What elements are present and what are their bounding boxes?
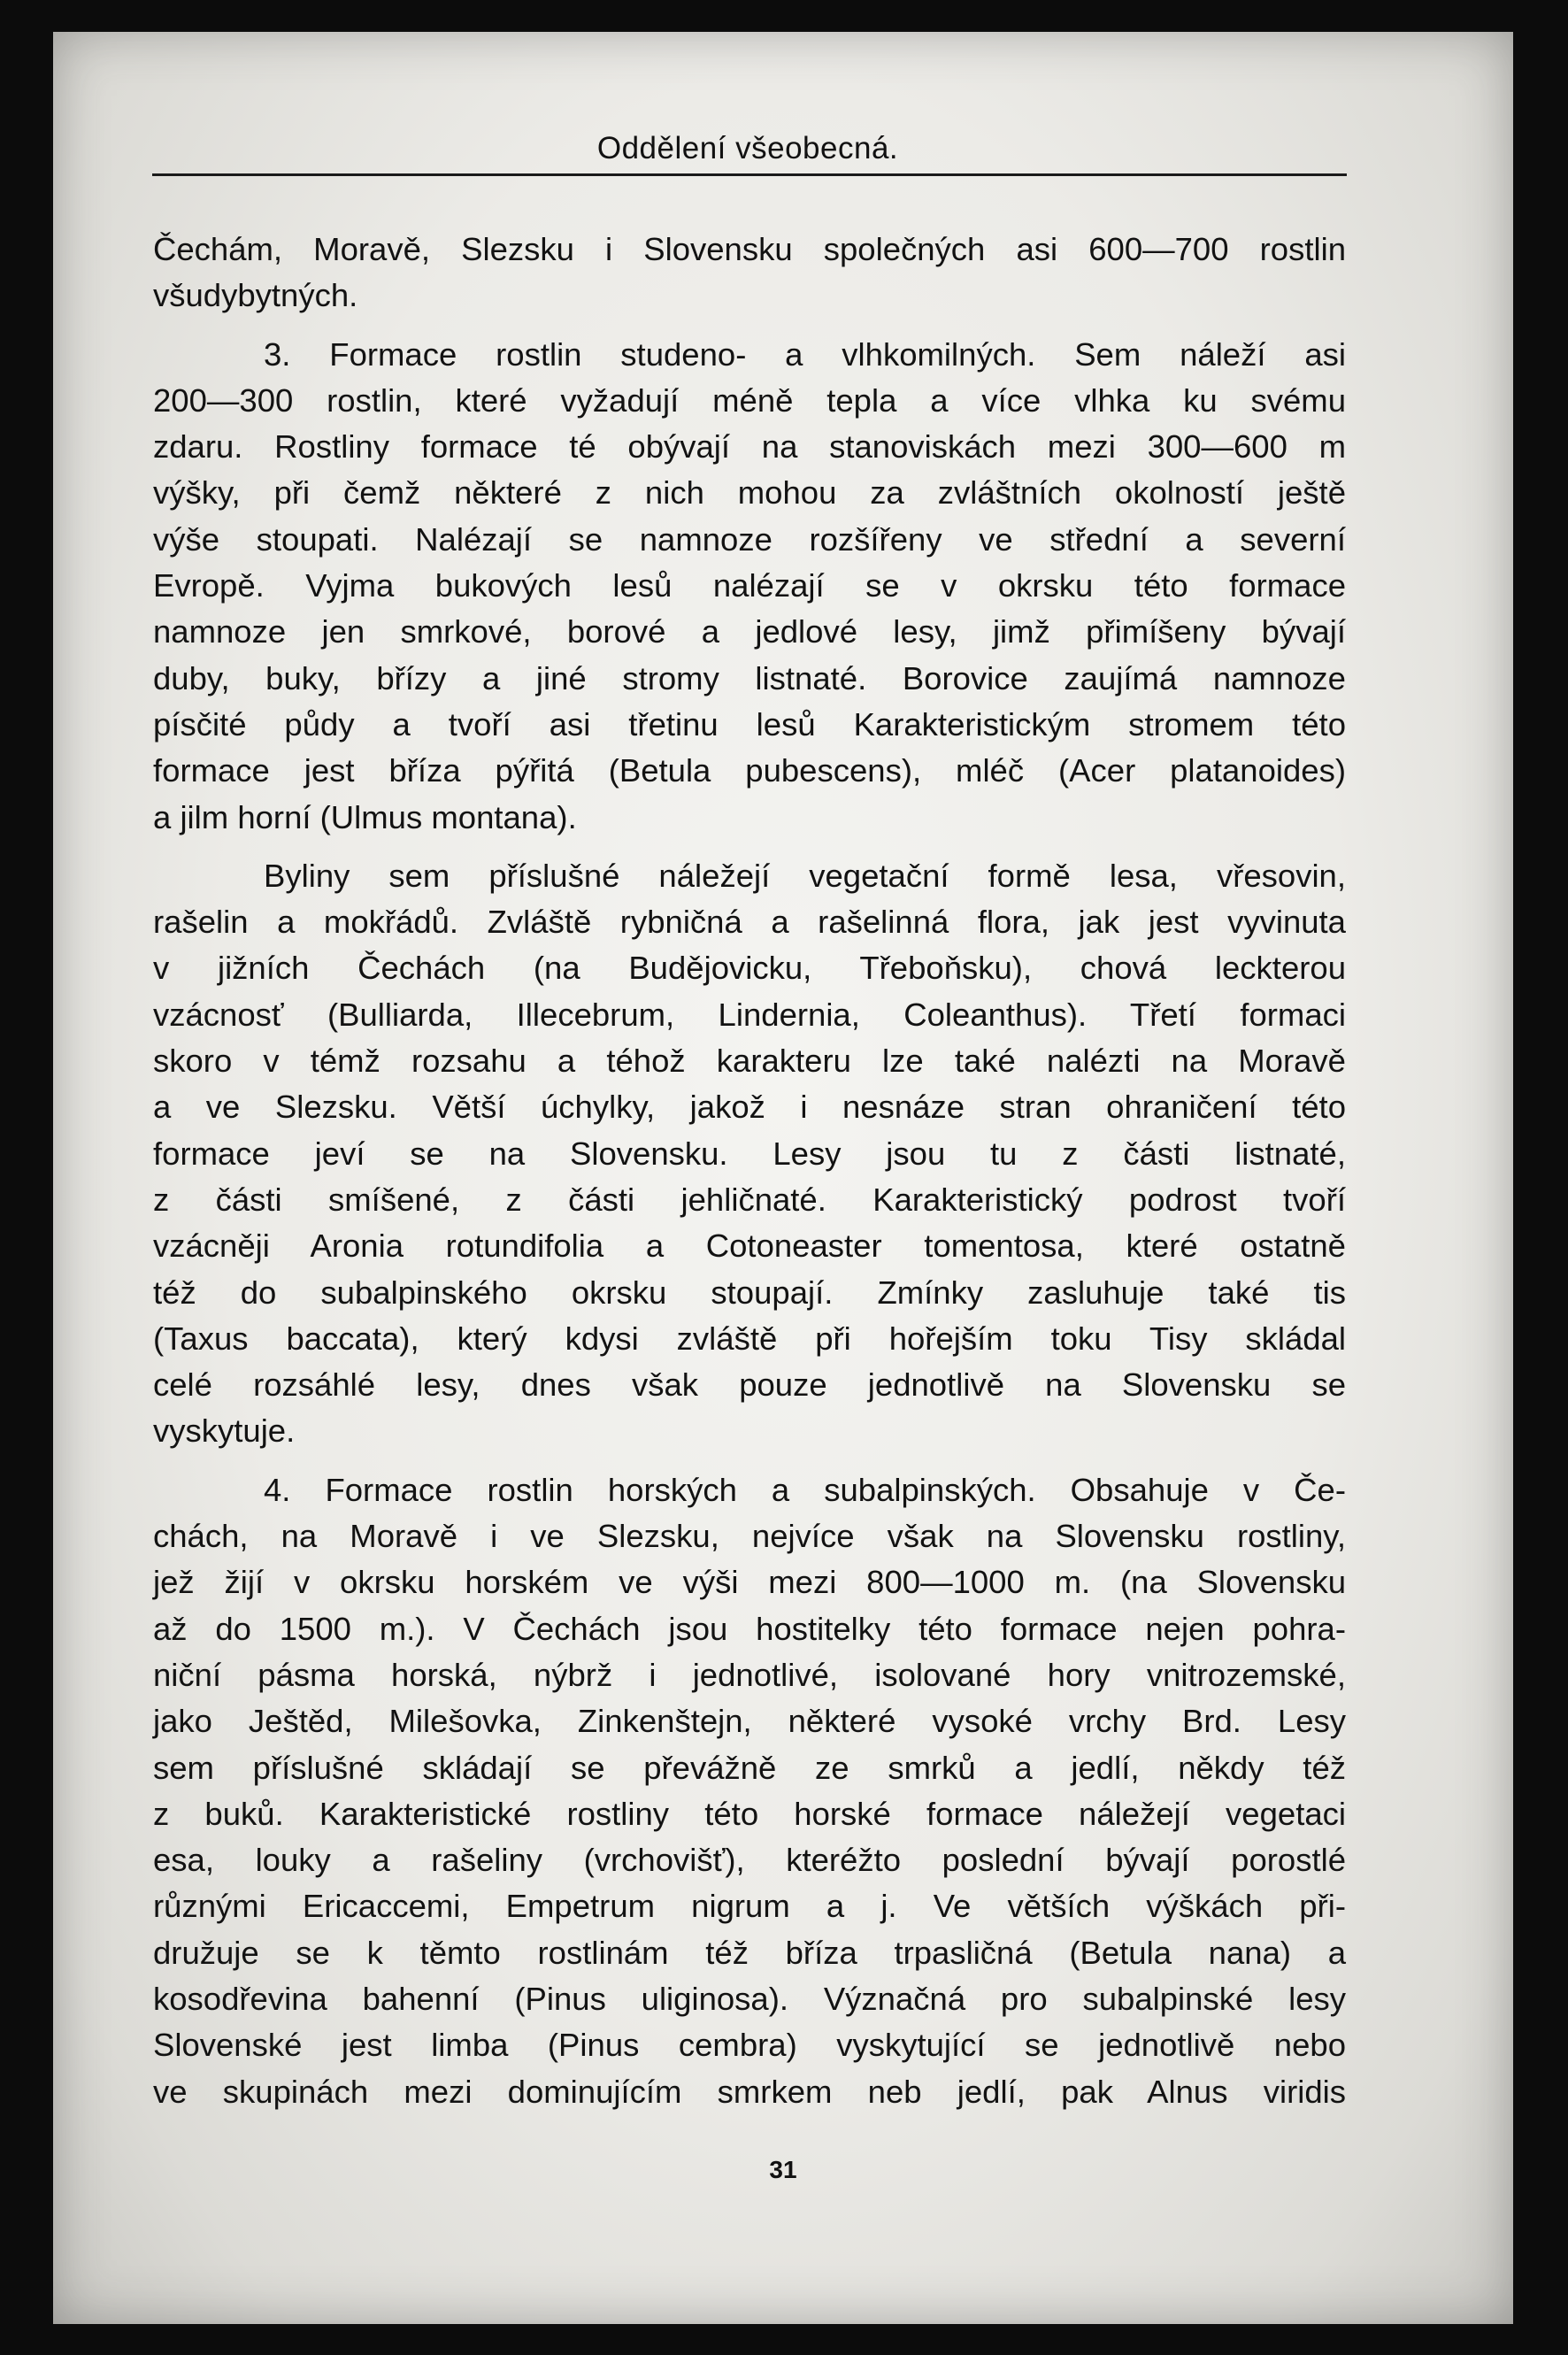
- text-line: vyskytuje.: [153, 1412, 296, 1450]
- running-header: Oddělení všeobecná.: [596, 131, 899, 165]
- text-line: výšky, při čemž některé z nich mohou za zvláštních okolností ještě: [153, 474, 1346, 512]
- text-line: (Taxus baccata), který kdysi zvláště při hořejším toku Tisy skládal: [153, 1320, 1346, 1357]
- text-line: 3. Formace rostlin studeno- a vlhkomilných. Sem náleží asi: [264, 335, 1346, 373]
- text-line: jež žijí v okrsku horském ve výši mezi 800—1000 m. (na Slovensku: [153, 1564, 1346, 1601]
- text-line: až do 1500 m.). V Čechách jsou hostitelky této formace nejen pohra-: [153, 1610, 1346, 1647]
- text-line: formace jeví se na Slovensku. Lesy jsou tu z části listnaté,: [153, 1135, 1346, 1172]
- text-line: esa, louky a rašeliny (vrchovišť), kteréžto poslední bývají porostlé: [153, 1842, 1346, 1879]
- header-rule: [152, 173, 1347, 176]
- text-line: různými Ericaccemi, Empetrum nigrum a j. Ve větších výškách při-: [153, 1888, 1346, 1925]
- text-line: Slovenské jest limba (Pinus cembra) vyskytující se jednotlivě nebo: [153, 2027, 1346, 2064]
- text-line: písčité půdy a tvoří asi třetinu lesů Karakteristickým stromem této: [153, 705, 1346, 743]
- text-line: 4. Formace rostlin horských a subalpinských. Obsahuje v Če-: [264, 1471, 1346, 1508]
- text-line: Byliny sem příslušné náležejí vegetační formě lesa, vřesovin,: [264, 857, 1346, 894]
- text-line: namnoze jen smrkové, borové a jedlové lesy, jimž přimíšeny bývají: [153, 613, 1346, 650]
- text-line: zdaru. Rostliny formace té obývají na stanoviskách mezi 300—600 m: [153, 428, 1346, 466]
- text-line: formace jest bříza pýřitá (Betula pubescens), mléč (Acer platanoides): [153, 752, 1346, 789]
- text-line: z buků. Karakteristické rostliny této horské formace náležejí vegetaci: [153, 1795, 1346, 1832]
- text-line: kosodřevina bahenní (Pinus uliginosa). Význačná pro subalpinské lesy: [153, 1980, 1346, 2017]
- page-number: 31: [769, 2156, 797, 2183]
- text-line: a jilm horní (Ulmus montana).: [153, 798, 577, 835]
- text-line: vzácněji Aronia rotundifolia a Cotoneaster tomentosa, které ostatně: [153, 1228, 1346, 1265]
- text-line: skoro v témž rozsahu a téhož karakteru lze také nalézti na Moravě: [153, 1043, 1346, 1080]
- book-page: [53, 32, 1513, 2324]
- text-line: v jižních Čechách (na Budějovicku, Třeboňsku), chová leckterou: [153, 950, 1346, 987]
- text-line: z části smíšené, z části jehličnaté. Karakteristický podrost tvoří: [153, 1181, 1346, 1218]
- text-line: a ve Slezsku. Větší úchylky, jakož i nesnáze stran ohraničení této: [153, 1089, 1346, 1126]
- text-line: vzácnosť (Bulliarda, Illecebrum, Lindernia, Coleanthus). Třetí formaci: [153, 996, 1346, 1033]
- text-line: celé rozsáhlé lesy, dnes však pouze jednotlivě na Slovensku se: [153, 1366, 1346, 1404]
- text-line: jako Ještěd, Milešovka, Zinkenštejn, některé vysoké vrchy Brd. Lesy: [153, 1703, 1346, 1740]
- text-line: ve skupinách mezi dominujícím smrkem neb jedlí, pak Alnus viridis: [153, 2073, 1346, 2110]
- text-line: 200—300 rostlin, které vyžadují méně tepla a více vlhka ku svému: [153, 381, 1346, 419]
- body-text: [153, 227, 1346, 2115]
- paragraph-3: [153, 853, 1346, 1455]
- text-line: Čechám, Moravě, Slezsku i Slovensku společných asi 600—700 rostlin: [153, 231, 1346, 267]
- text-line: též do subalpinského okrsku stoupají. Zmínky zasluhuje také tis: [153, 1274, 1346, 1311]
- text-line: výše stoupati. Nalézají se namnoze rozšířeny ve střední a severní: [153, 520, 1346, 558]
- paragraph-2: [153, 332, 1346, 841]
- text-line: Evropě. Vyjma bukových lesů nalézají se v okrsku této formace: [153, 567, 1346, 604]
- text-line: chách, na Moravě i ve Slezsku, nejvíce však na Slovensku rostliny,: [153, 1518, 1346, 1555]
- paragraph-4: [153, 1467, 1346, 2115]
- text-line: niční pásma horská, nýbrž i jednotlivé, isolované hory vnitrozemské,: [153, 1656, 1346, 1693]
- text-line: všudybytných.: [153, 277, 358, 314]
- text-line: sem příslušné skládají se převážně ze smrků a jedlí, někdy též: [153, 1749, 1346, 1786]
- paragraph-1: [153, 227, 1346, 319]
- text-line: rašelin a mokřádů. Zvláště rybničná a rašelinná flora, jak jest vyvinuta: [153, 904, 1346, 941]
- text-line: duby, buky, břízy a jiné stromy listnaté. Borovice zaujímá namnoze: [153, 659, 1346, 696]
- text-line: družuje se k těmto rostlinám též bříza trpasličná (Betula nana) a: [153, 1934, 1346, 1971]
